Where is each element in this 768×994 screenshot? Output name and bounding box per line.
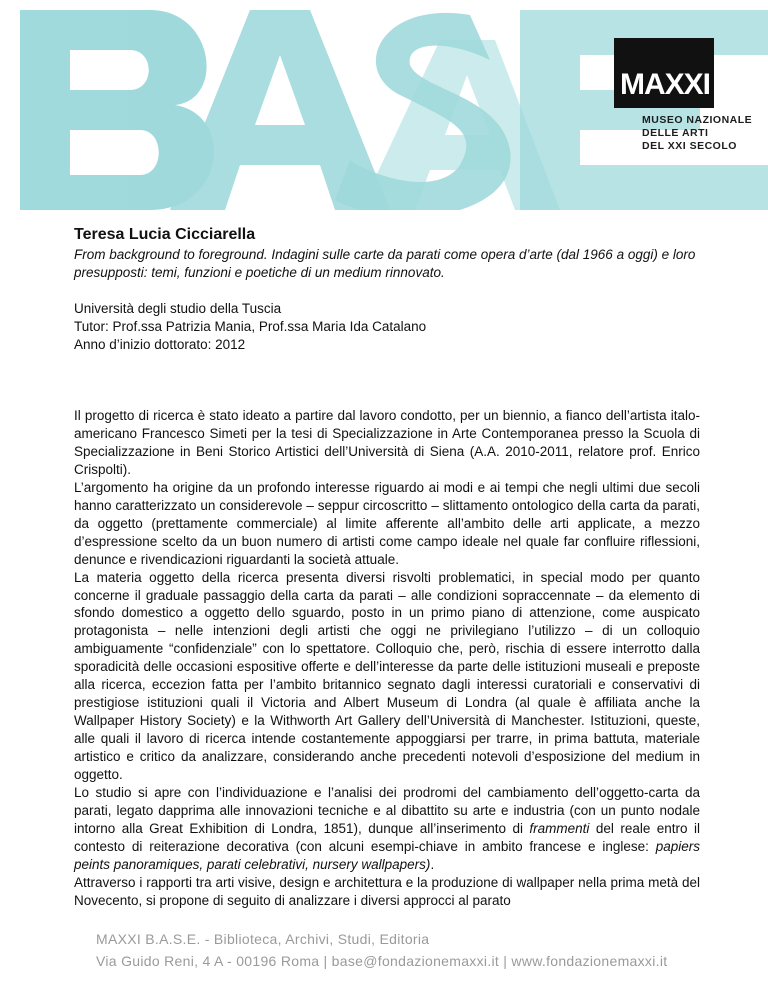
footer-line-1: MAXXI B.A.S.E. - Biblioteca, Archivi, Studi, Editoria bbox=[96, 931, 430, 947]
logo-text: MAXXI bbox=[620, 68, 711, 101]
paragraph: Il progetto di ricerca è stato ideato a partire dal lavoro condotto, per un biennio, a fianco dell’artista italo-americano Francesco Simeti per la tesi di Specializzazione in Arte Contemporanea presso la Scuola di Specializzazione in Beni Storico Artistici dell’Università di Siena (A.A. 2010-2011, relatore prof. Enrico Crispolti). bbox=[74, 408, 700, 477]
paragraph-text: . bbox=[430, 856, 435, 872]
university: Università degli studio della Tuscia bbox=[74, 301, 282, 316]
tutor: Tutor: Prof.ssa Patrizia Mania, Prof.ssa Maria Ida Catalano bbox=[74, 319, 427, 334]
maxxi-logo bbox=[614, 38, 714, 108]
logo-subtitle: MUSEO NAZIONALE DELLE ARTI DEL XXI SECOLO bbox=[642, 114, 753, 152]
author-name: Teresa Lucia Cicciarella bbox=[74, 226, 256, 243]
footer-line-2: Via Guido Reni, 4 A - 00196 Roma | base@fondazionemaxxi.it | www.fondazionemaxxi.it bbox=[96, 953, 668, 969]
thesis-meta bbox=[74, 300, 700, 354]
paragraph bbox=[74, 784, 700, 874]
footer bbox=[96, 928, 667, 972]
document-content bbox=[74, 226, 700, 910]
paragraph: L’argomento ha origine da un profondo interesse riguardo ai modi e ai tempi che negli ultimi due secoli hanno caratterizzato un considerevole – seppur circoscritto – slittamento ontologico della carta da parati, da oggetto (prettamente commerciale) al limite afferente all’ambito delle arti applicate, a mezzo d’espressione scelto da un buon numero di artisti come campo ideale nel quale far confluire riflessioni, denunce e rivendicazioni riguardanti la società attuale. bbox=[74, 479, 700, 567]
paragraph-text: del reale entro il contesto di reiterazione decorativa (con alcuni esempi-chiave in ambito francese e inglese: bbox=[74, 820, 701, 854]
paragraph-italic: frammenti bbox=[529, 820, 590, 836]
start-year: Anno d’inizio dottorato: 2012 bbox=[74, 337, 246, 352]
paragraph: La materia oggetto della ricerca presenta diversi risvolti problematici, in special modo per quanto concerne il graduale passaggio della carta da parati – alle condizioni sopraccennate – da elemento di sfondo domestico a oggetto dello sguardo, posto in un primo piano di attenzione, come auspicato protagonista – nelle intenzioni degli artisti che oggi ne privilegiano l’utilizzo – di un colloquio ambiguamente “confidenziale” con lo spettatore. Colloquio che, però, rischia di essere interrotto dalla sporadicità delle occasioni espositive offerte e dell’interesse da parte delle istituzioni museali e preposte alla ricerca, eccezion fatta per l’ambito britannico segnato dagli interessi curatoriali e conservativi di prestigiose istituzioni quali il Victoria and Albert Museum di Londra (al quale è affiliata anche la Wallpaper History Society) e la Withworth Art Gallery dell’Università di Manchester. Istituzioni, queste, alle quali il lavoro di ricerca intende costantemente appoggiarsi per trarre, in prima battuta, materiale artistico e critico da analizzare, considerando anche precedenti notevoli d’esposizione del medium in oggetto. bbox=[74, 569, 700, 783]
paragraph-italic: papiers peints panoramiques, parati celebrativi, nursery wallpapers) bbox=[74, 838, 700, 872]
paragraph-text: Lo studio si apre con l’individuazione e l’analisi dei prodromi del cambiamento dell’oggetto-carta da parati, legato dapprima alle innovazioni tecniche e al dibattito su arte e industria (con un punto nodale intorno alla Great Exhibition di Londra, 1851), dunque all’inserimento di bbox=[74, 785, 700, 836]
paragraph: Attraverso i rapporti tra arti visive, design e architettura e la produzione di wallpaper nella prima metà del Novecento, si propone di seguito di analizzare i diversi approcci al parato bbox=[74, 874, 700, 908]
abstract-body bbox=[74, 407, 700, 910]
thesis-title: From background to foreground. Indagini sulle carte da parati come opera d’arte (dal 1966 a oggi) e loro presupposti: temi, funzioni e poetiche di un medium rinnovato. bbox=[74, 247, 696, 280]
